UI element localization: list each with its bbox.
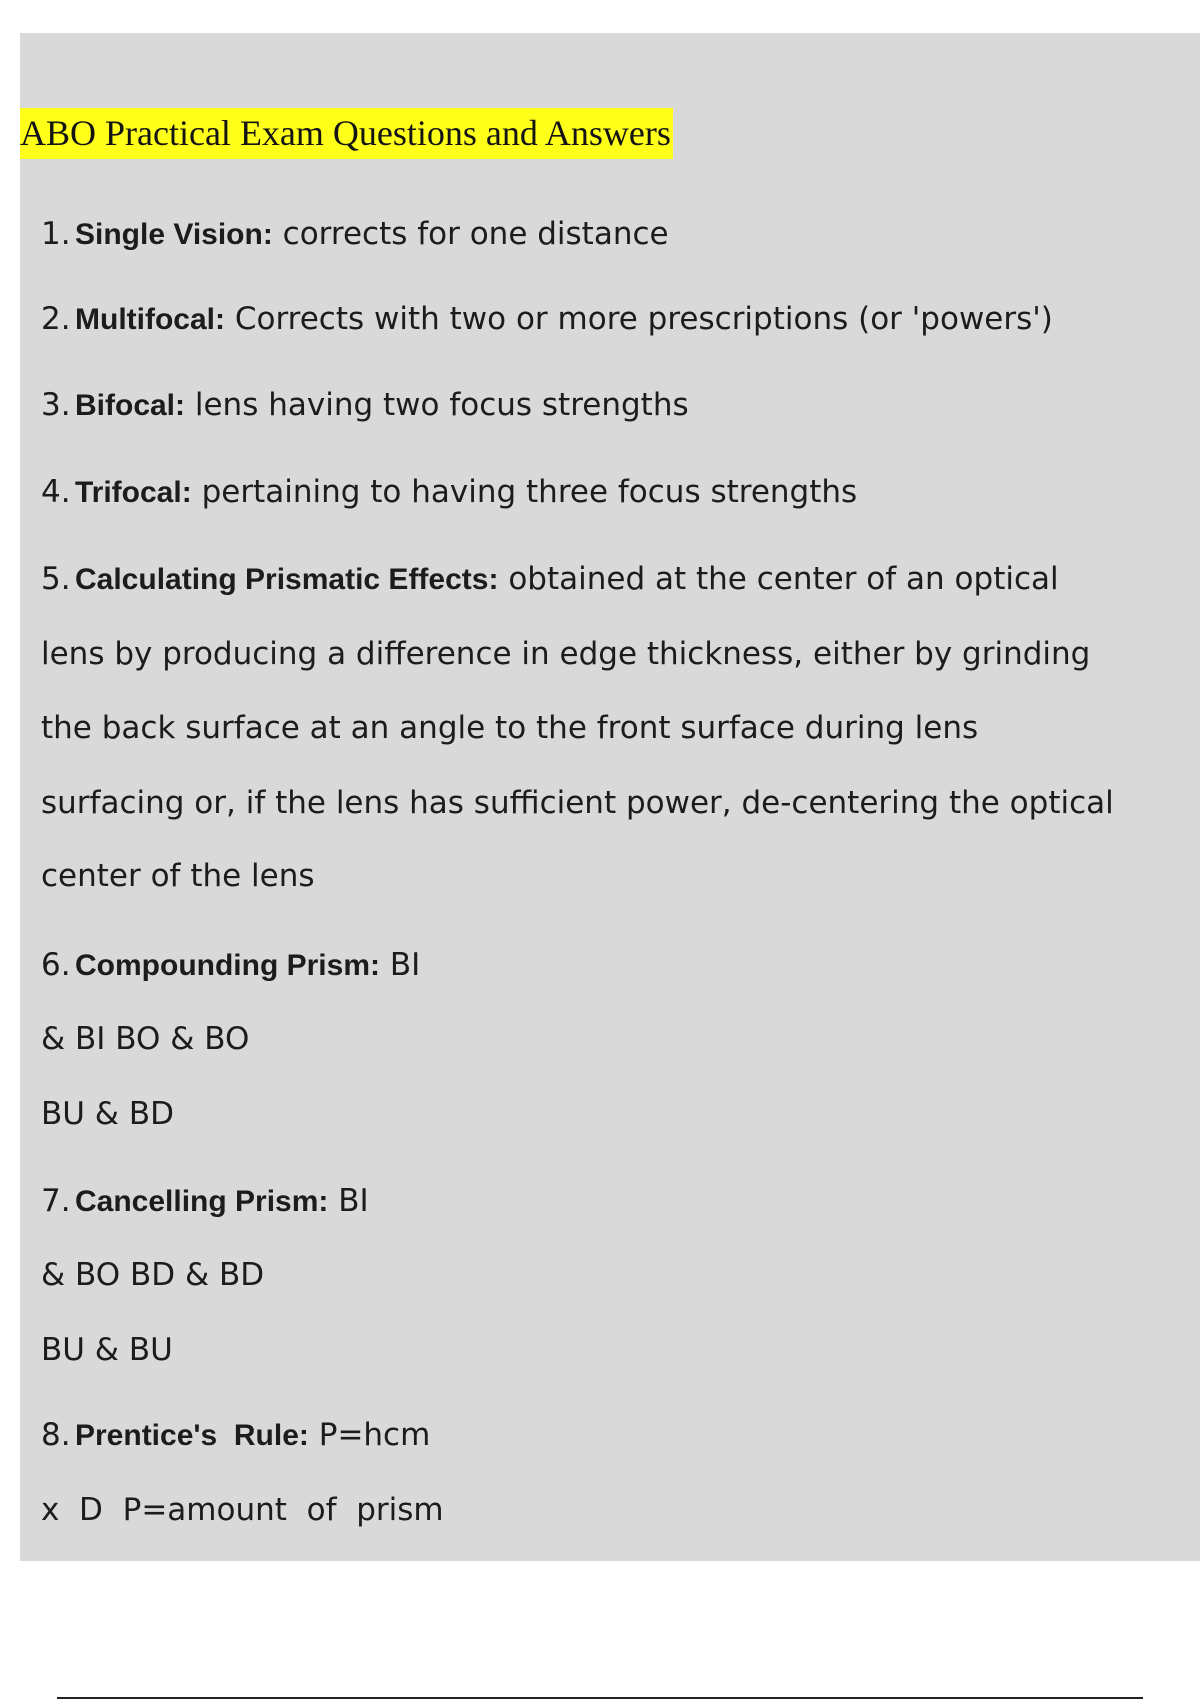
item-number: 7.	[41, 1183, 71, 1219]
item-number: 5.	[41, 561, 71, 597]
item-term: Trifocal:	[75, 476, 192, 509]
item-number: 6.	[41, 947, 71, 983]
item-term: Calculating Prismatic Effects:	[75, 563, 499, 596]
item-continuation-line: & BO BD & BD	[41, 1257, 265, 1293]
item-term: Bifocal:	[75, 389, 186, 422]
list-item-bifocal	[41, 385, 689, 426]
item-definition: P=hcm	[308, 1417, 431, 1453]
list-item-compounding-prism	[41, 945, 420, 986]
item-continuation-line: lens by producing a difference in edge thickness, either by grinding	[41, 636, 1091, 672]
item-continuation-line: surfacing or, if the lens has sufficient power, de-centering the optical	[41, 785, 1114, 821]
item-continuation-line: & BI BO & BO	[41, 1021, 250, 1057]
item-term: Multifocal:	[75, 303, 225, 336]
item-definition: BI	[389, 947, 421, 983]
list-item-multifocal	[41, 299, 1053, 340]
item-term: Prentice's Rule:	[75, 1419, 309, 1452]
item-number: 3.	[41, 387, 71, 423]
item-term: Single Vision:	[75, 218, 273, 251]
item-continuation-line: the back surface at an angle to the front surface during lens	[41, 710, 979, 746]
item-continuation-line: BU & BD	[41, 1096, 174, 1132]
document-title: ABO Practical Exam Questions and Answers	[20, 108, 673, 159]
item-definition: Corrects with two or more prescriptions (or 'powers')	[234, 301, 1053, 337]
item-term: Cancelling Prism:	[75, 1185, 329, 1218]
item-definition: corrects for one distance	[282, 216, 669, 252]
list-item-single-vision	[41, 214, 669, 255]
list-item-prismatic-effects	[41, 559, 1059, 600]
item-number: 2.	[41, 301, 71, 337]
item-continuation-line: center of the lens	[41, 858, 315, 894]
list-item-trifocal	[41, 472, 857, 513]
item-definition: lens having two focus strengths	[194, 387, 689, 423]
item-continuation-line: x D P=amount of prism	[41, 1492, 444, 1528]
footer-divider	[57, 1697, 1143, 1699]
item-continuation-line: BU & BU	[41, 1332, 173, 1368]
item-definition: BI	[338, 1183, 369, 1219]
item-term: Compounding Prism:	[75, 949, 380, 982]
item-definition: obtained at the center of an optical	[508, 561, 1059, 597]
item-number: 4.	[41, 474, 71, 510]
item-definition: pertaining to having three focus strengths	[201, 474, 858, 510]
item-number: 8.	[41, 1417, 71, 1453]
list-item-prentices-rule	[41, 1415, 430, 1456]
list-item-cancelling-prism	[41, 1181, 369, 1222]
item-number: 1.	[41, 216, 71, 252]
